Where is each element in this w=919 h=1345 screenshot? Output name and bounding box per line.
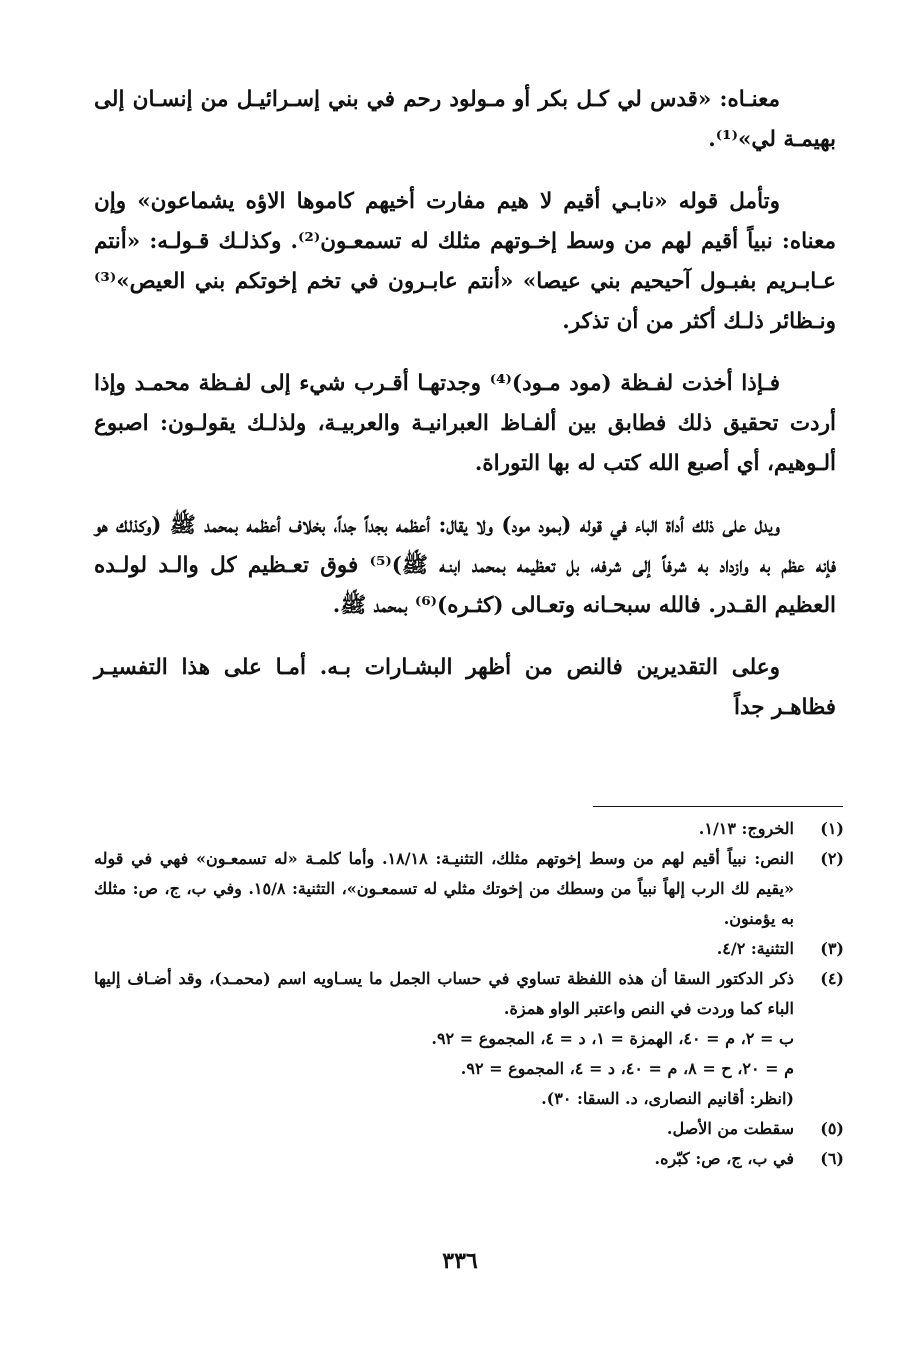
footnote-line: م = ٢٠، ح = ٨، م = ٤٠، د = ٤، المجموع = ٩٢. [460,1059,794,1078]
footnote-line: التثنية: ٤/٢. [716,939,794,958]
paragraph-3: فـإذا أخذت لفـظة (مود مـود)⁽⁴⁾ وجدتهـا أقـرب شيء إلى لفـظة محمـد وإذا أردت تحقيق ذلك فطابق بين ألفـاظ العبرانيـة والعربيـة، ولذلـك يقولـون: اصبوع ألـوهيم، أي أصبع الله كتب له بها التوراة. [94,371,836,476]
footnote-4 [94,964,844,1114]
footnote-line: في ب، ج، ص: كبّره. [654,1149,794,1168]
main-text [94,80,836,750]
footnote-line: سقطت من الأصل. [666,1119,794,1138]
footnote-5 [94,1114,844,1144]
footnote-2 [94,844,844,934]
footnote-line: النص: نبياً أقيم لهم من وسط إخوتهم مثلك، التثنيـة: ١٨/١٨. وأما كلمـة «له تسمعـون» فهي في قوله «يقيم لك الرب إلهاً نبياً من وسطك من إخوتك مثلي له تسمعـون»، التثنية: ١٥/٨. وفي ب، ج، ص: مثلك به يؤمنون. [94,849,794,928]
footnote-line: ب = ٢، م = ٤٠، الهمزة = ١، د = ٤، المجموع = ٩٢. [431,1029,794,1048]
footnote-1 [94,814,844,844]
footnote-text [94,1114,794,1144]
page-number: ٣٣٦ [442,1248,478,1274]
footnote-number: (١) [820,819,844,838]
footnote-line: الخروج: ١/١٣. [698,819,794,838]
paragraph-2: وتأمل قوله «نابـي أقيم لا هيم مفارت أخيهم كاموها الاؤه يشماعون» وإن معناه: نبياً أقيم لهم من وسط إخـوتهم مثلك له تسمعـون⁽²⁾. وكذلـك قـولـه: «أنتم عـابـريم بفبـول آحيحيم بني عيصا» «أنتم عابـرون في تخم إخوتكم بني العيص»⁽³⁾ ونـظائر ذلـك أكثر من أن تذكر. [94,189,837,334]
footnote-line: ذكر الدكتور السقا أن هذه اللفظة تساوي في حساب الجمل ما يسـاويه اسم (محمـد)، وقد أضـاف إليها الباء كما وردت في النص واعتبر الواو همزة. [94,969,794,1018]
footnote-line: (انظر: أقانيم النصارى، د. السقا: ٣٠). [541,1089,794,1108]
footnote-divider [593,806,843,807]
paragraph-4: ويدل على ذلك أداة الباء في قوله (بمود مود) ولا يقال: أعظمه بجداً جداً، بخلاف أعظمه بمحمد ﷺ (وكذلك هو فإنه عظم به وازداد به شرفاً إلى شرفه، بل تعظيمه بمحمد ابنـه ﷺ)⁽⁵⁾ فوق تعـظيم كل والـد لولـده العظيم القـدر. فالله سبحـانه وتعـالى (كثـره)⁽⁶⁾ بمحمد ﷺ. [94,513,836,618]
footnote-3 [94,934,844,964]
footnotes [94,814,844,1174]
footnote-number: (٥) [820,1119,844,1138]
footnote-6 [94,1144,844,1174]
footnote-text [94,964,794,1114]
footnote-text [94,814,794,844]
footnote-number: (٦) [820,1149,844,1168]
paragraph-5: وعلى التقديرين فالنص من أظهر البشـارات بـه. أمـا على هذا التفسيـر فظاهـر جداً [94,655,836,720]
footnote-number: (٣) [820,939,844,958]
paragraph-1: معنـاه: «قدس لي كـل بكر أو مـولود رحم في بني إسـرائيـل من إنسـان إلى بهيمـة لي»⁽¹⁾. [94,87,836,152]
footnote-number: (٢) [820,849,844,868]
footnote-text [94,844,794,934]
footnote-number: (٤) [820,969,844,988]
footnote-text [94,1144,794,1174]
footnote-text [94,934,794,964]
